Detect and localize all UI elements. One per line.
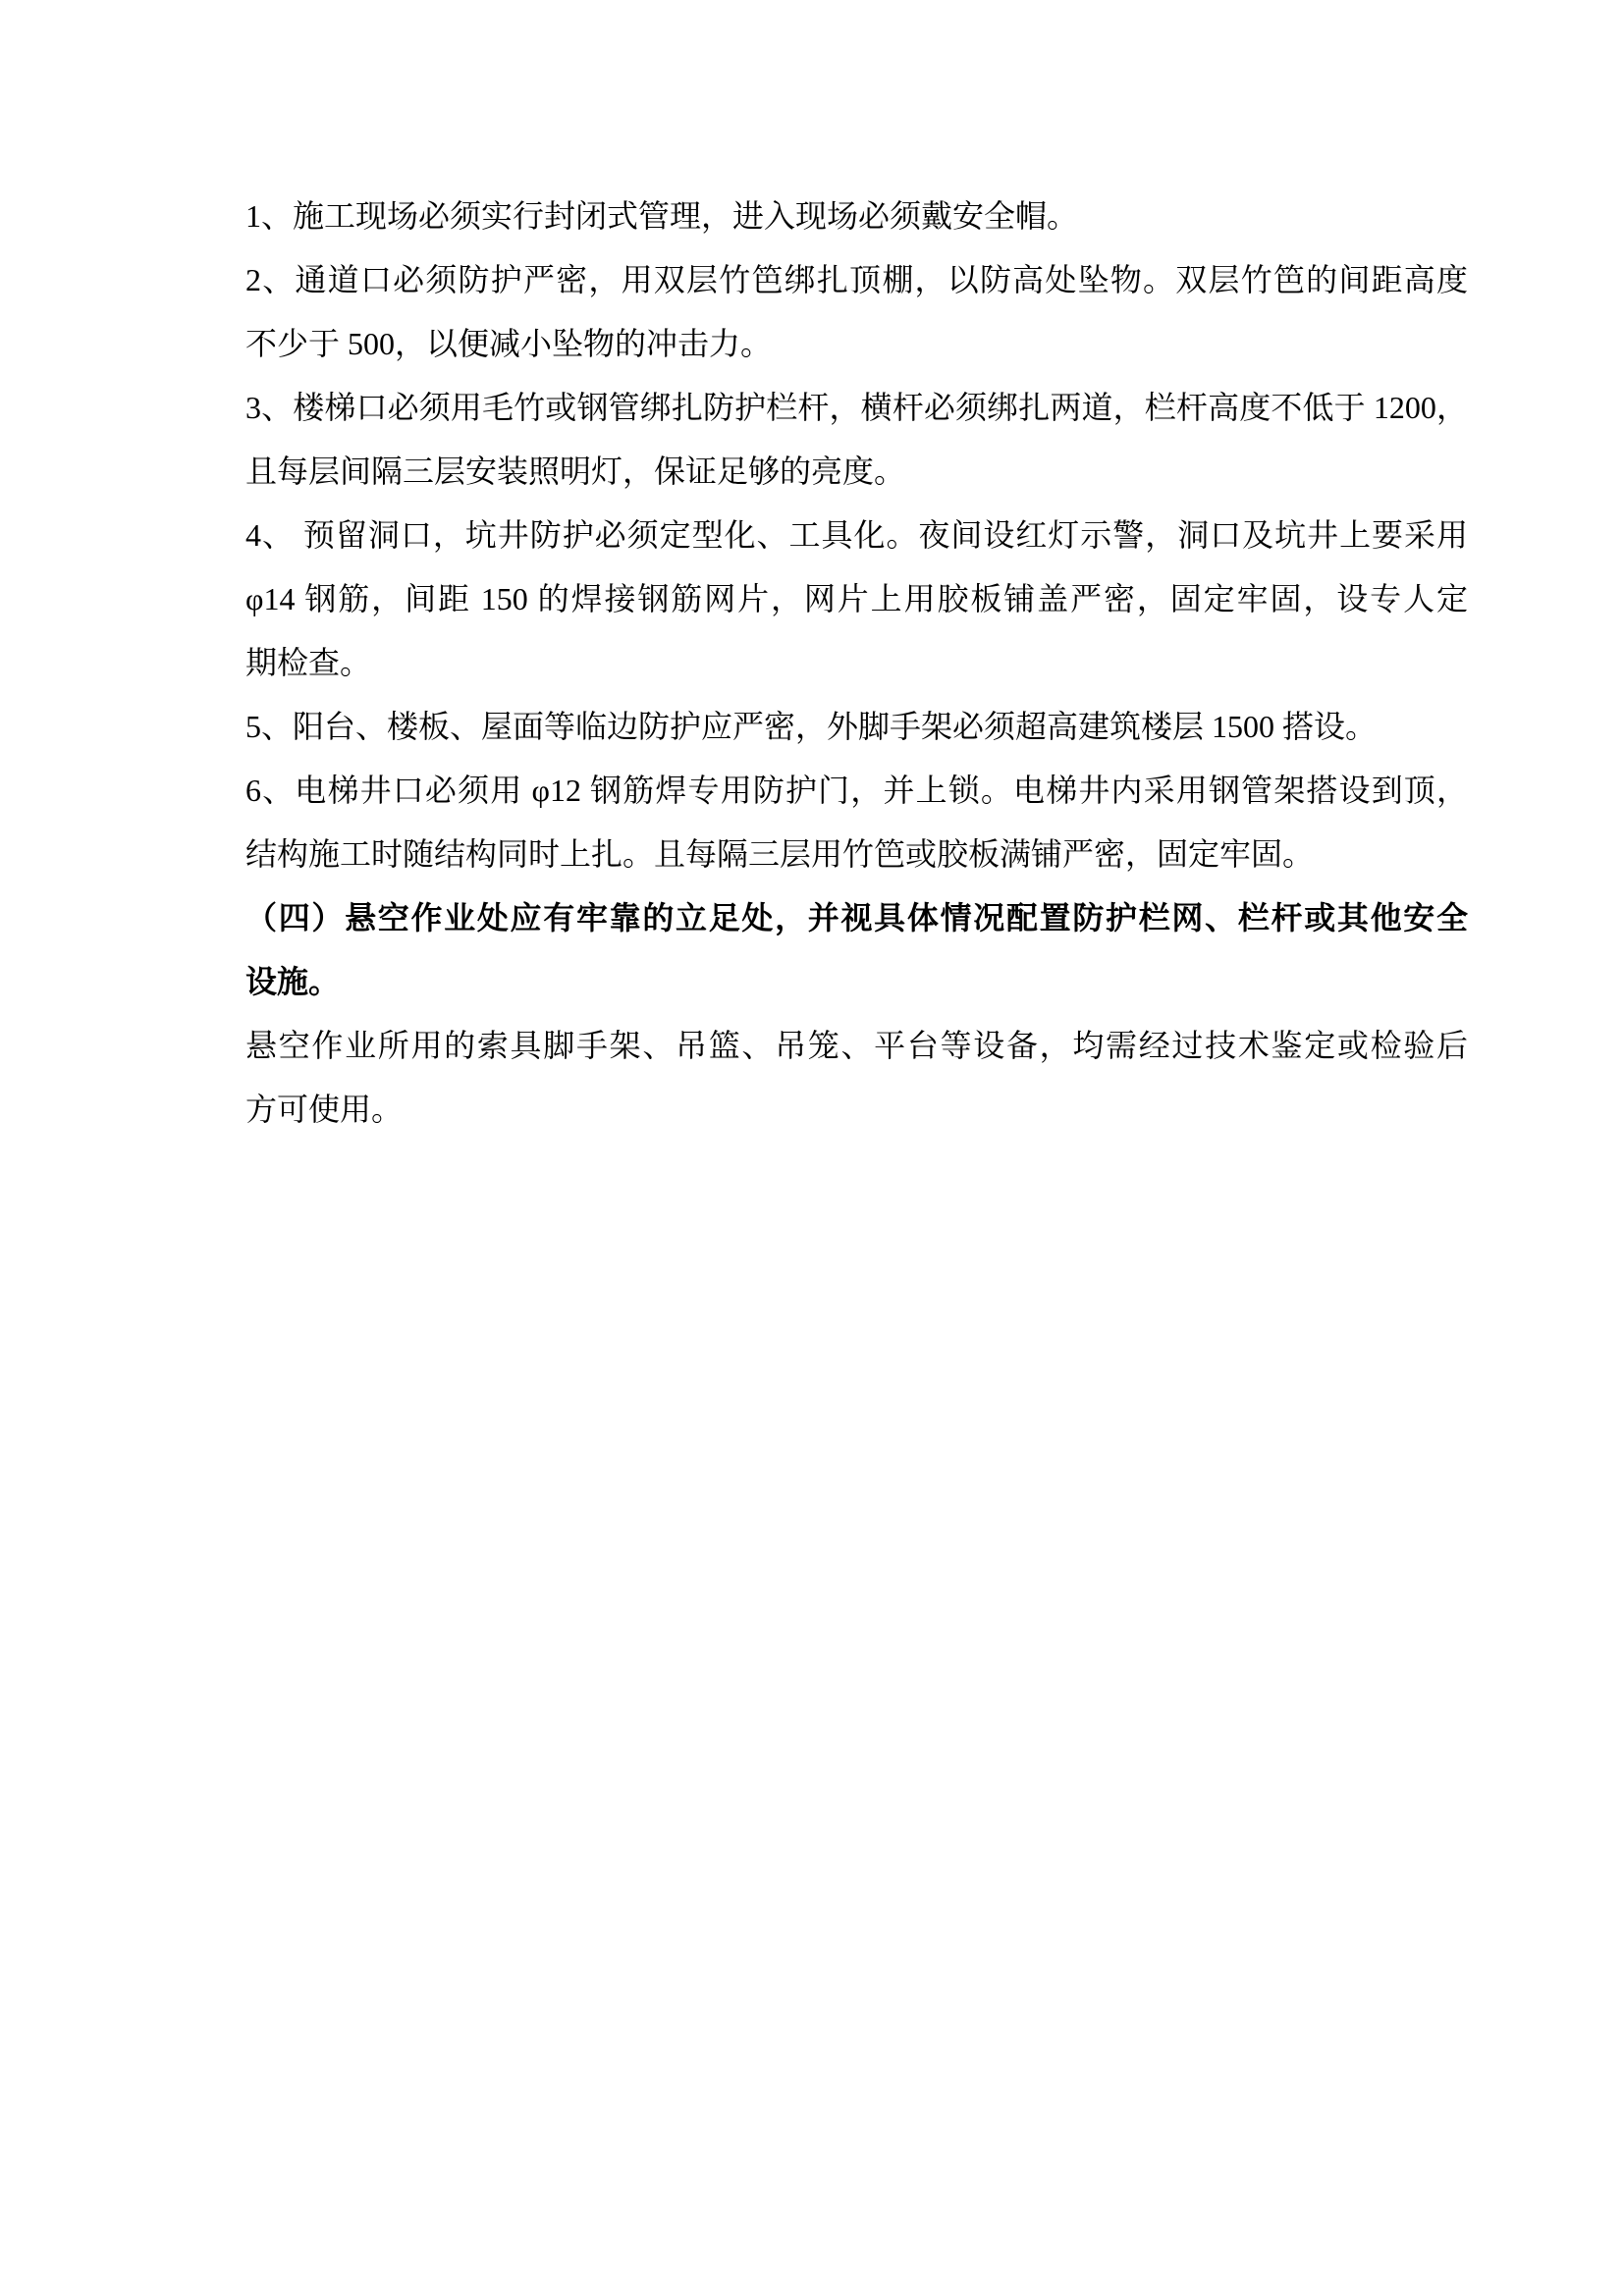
text-line: 2、通道口必须防护严密，用双层竹笆绑扎顶棚，以防高处坠物。双层竹笆的间距高度 xyxy=(245,262,1468,297)
text-line: 结构施工时随结构同时上扎。且每隔三层用竹笆或胶板满铺严密，固定牢固。 xyxy=(245,836,1315,872)
text-line: 悬空作业所用的索具脚手架、吊篮、吊笼、平台等设备，均需经过技术鉴定或检验后 xyxy=(245,1028,1468,1063)
text-line: 且每层间隔三层安装照明灯，保证足够的亮度。 xyxy=(245,454,906,489)
heading-text-line: 设施。 xyxy=(245,964,341,999)
heading-text-line: （四）悬空作业处应有牢靠的立足处，并视具体情况配置防护栏网、栏杆或其他安全 xyxy=(245,900,1468,935)
text-line: φ14 钢筋，间距 150 的焊接钢筋网片，网片上用胶板铺盖严密，固定牢固，设专人定 xyxy=(245,581,1468,616)
text-line: 方可使用。 xyxy=(245,1092,404,1127)
text-line: 不少于 500，以便减小坠物的冲击力。 xyxy=(245,326,773,361)
text-line: 期检查。 xyxy=(245,645,372,680)
text-line: 1、施工现场必须实行封闭式管理，进入现场必须戴安全帽。 xyxy=(245,198,1079,234)
text-line: 4、 预留洞口，坑井防护必须定型化、工具化。夜间设红灯示警，洞口及坑井上要采用 xyxy=(245,517,1468,553)
text-line: 6、电梯井口必须用 φ12 钢筋焊专用防护门，并上锁。电梯井内采用钢管架搭设到顶， xyxy=(245,773,1468,808)
document-body xyxy=(245,185,1468,1142)
text-line: 3、楼梯口必须用毛竹或钢管绑扎防护栏杆，横杆必须绑扎两道，栏杆高度不低于 1200， xyxy=(245,390,1468,425)
text-line: 5、阳台、楼板、屋面等临边防护应严密，外脚手架必须超高建筑楼层 1500 搭设。 xyxy=(245,709,1378,744)
